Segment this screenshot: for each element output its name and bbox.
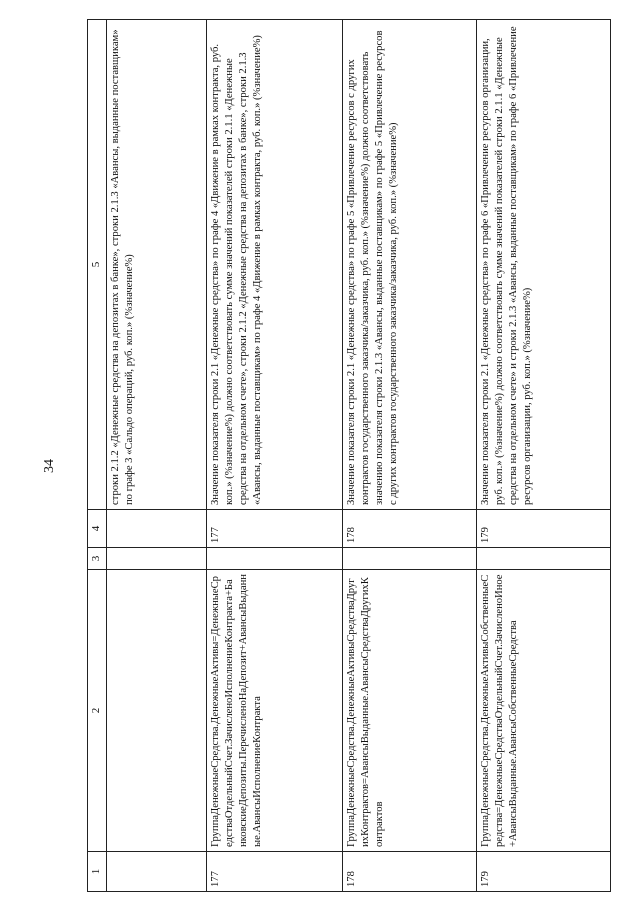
formula-cell xyxy=(107,570,207,852)
description-cell: Значение показателя строки 2.1 «Денежные средства» по графе 5 «Привлечение ресурсов с других контрактов государственного заказчика/заказчика, руб. коп.» (%значение%) должно соответствовать значению показателя строки 2.1.3 «Авансы, выданные поставщикам» по графе 5 «Привлечение ресурсов с других контрактов государственного заказчика/заказчика, руб. коп.» (%значение%) xyxy=(343,20,477,510)
header-cell-3: 3 xyxy=(88,548,107,570)
header-cell-1: 1 xyxy=(88,852,107,892)
empty-cell xyxy=(207,548,343,570)
check-number: 178 xyxy=(343,510,477,548)
check-number: 179 xyxy=(477,510,611,548)
header-cell-2: 2 xyxy=(88,570,107,852)
table-row xyxy=(207,20,343,892)
description-cell: Значение показателя строки 2.1 «Денежные средства» по графе 6 «Привлечение ресурсов организации, руб. коп.» (%значение%) должно соответствовать сумме значений показателей строки 2.1.1 «Денежные средства на отдельном счете» и строки 2.1.3 «Авансы, выданные поставщикам» по графе 6 «Привлечение ресурсов организации, руб. коп.» (%значение%) xyxy=(477,20,611,510)
row-number: 179 xyxy=(477,852,611,892)
row-number: 178 xyxy=(343,852,477,892)
formula-cell: ГруппаДенежныеСредства.ДенежныеАктивыСредстваДругихКонтрактов=АвансыВыданные.АвансыСредстваДругихКонтрактов xyxy=(343,570,477,852)
description-cell: Значение показателя строки 2.1 «Денежные средства» по графе 4 «Движение в рамках контракта, руб. коп.» (%значение%) должно соответствовать сумме значений показателей строки 2.1.1 «Денежные средства на отдельном счете», строки 2.1.2 «Денежные средства на депозитах в банке», строки 2.1.3 «Авансы, выданные поставщикам» по графе 4 «Движение в рамках контракта, руб. коп.» (%значение%) xyxy=(207,20,343,510)
rotated-table-container xyxy=(87,20,607,892)
page-number: 34 xyxy=(42,459,57,473)
formula-cell: ГруппаДенежныеСредства.ДенежныеАктивы=ДенежныеСредстваОтдельныйСчет.ЗачисленоИсполнениеКонтракта+БанковскиеДепозиты.ПеречисленоНаДепозит+АвансыВыданные.АвансыИсполнениеКонтракта xyxy=(207,570,343,852)
description-cell: строки 2.1.2 «Денежные средства на депозитах в банке», строки 2.1.3 «Авансы, выданные поставщикам» по графе 3 «Сальдо операций, руб. коп.» (%значение%) xyxy=(107,20,207,510)
empty-cell xyxy=(107,548,207,570)
table-row xyxy=(343,20,477,892)
row-number xyxy=(107,852,207,892)
table-row xyxy=(477,20,611,892)
table-header-row xyxy=(88,20,107,892)
empty-cell xyxy=(343,548,477,570)
header-cell-5: 5 xyxy=(88,20,107,510)
check-number: 177 xyxy=(207,510,343,548)
check-number xyxy=(107,510,207,548)
empty-cell xyxy=(477,548,611,570)
formula-cell: ГруппаДенежныеСредства.ДенежныеАктивыСобственныеСредства=ДенежныеСредстваОтдельныйСчет.ЗачисленоИное+АвансыВыданные.АвансыСобственныеСредства xyxy=(477,570,611,852)
header-cell-4: 4 xyxy=(88,510,107,548)
row-number: 177 xyxy=(207,852,343,892)
table-row-continuation xyxy=(107,20,207,892)
validation-rules-table xyxy=(87,19,611,892)
